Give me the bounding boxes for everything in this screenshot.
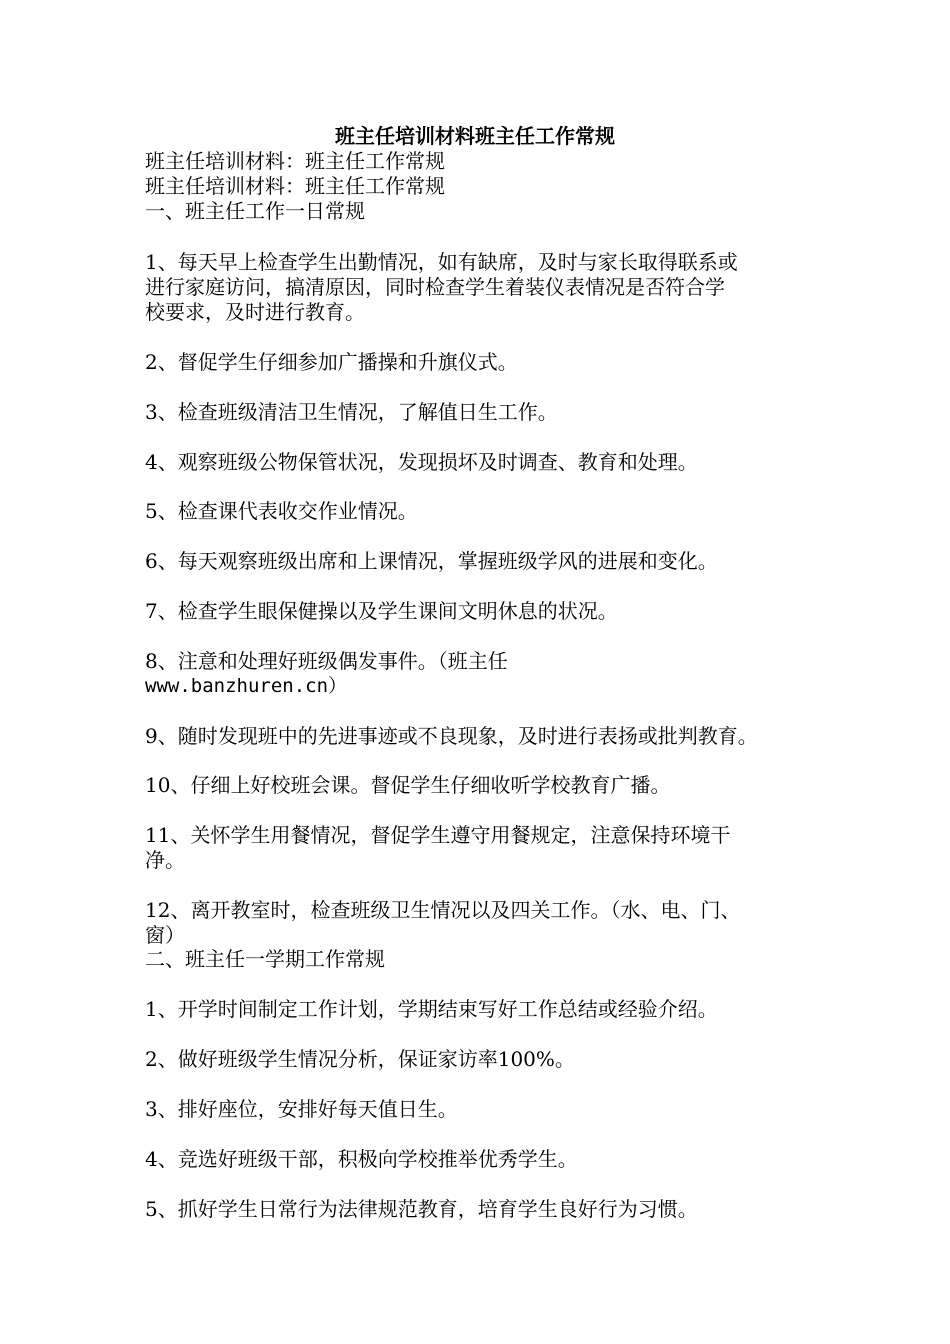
- paragraph-line: 11、关怀学生用餐情况，督促学生遵守用餐规定，注意保持环境干: [145, 823, 731, 847]
- paragraph-line: 4、观察班级公物保管状况，发现损坏及时调查、教育和处理。: [145, 450, 698, 474]
- paragraph-line: 7、检查学生眼保健操以及学生课间文明休息的状况。: [145, 599, 618, 623]
- paragraph-line: 8、注意和处理好班级偶发事件。（班主任: [145, 649, 508, 673]
- url-line: www.banzhuren.cn）: [145, 675, 348, 697]
- paragraph-line: 窗）: [145, 923, 185, 947]
- paragraph-line: 净。: [145, 848, 185, 872]
- section-heading: 二、班主任一学期工作常规: [145, 947, 385, 971]
- paragraph-line: 2、督促学生仔细参加广播操和升旗仪式。: [145, 350, 518, 374]
- paragraph-line: 5、抓好学生日常行为法律规范教育，培育学生良好行为习惯。: [145, 1197, 698, 1221]
- section-heading: 一、班主任工作一日常规: [145, 199, 365, 223]
- paragraph-line: 9、随时发现班中的先进事迹或不良现象，及时进行表扬或批判教育。: [145, 724, 758, 748]
- paragraph-line: 3、排好座位，安排好每天值日生。: [145, 1097, 458, 1121]
- paragraph-line: 10、仔细上好校班会课。督促学生仔细收听学校教育广播。: [145, 773, 671, 797]
- subtitle-line: 班主任培训材料：班主任工作常规: [145, 149, 445, 173]
- paragraph-line: 1、开学时间制定工作计划，学期结束写好工作总结或经验介绍。: [145, 997, 718, 1021]
- paragraph-line: 12、离开教室时，检查班级卫生情况以及四关工作。（水、电、门、: [145, 898, 741, 922]
- paragraph-line: 6、每天观察班级出席和上课情况，掌握班级学风的进展和变化。: [145, 549, 718, 573]
- paragraph-line: 校要求，及时进行教育。: [145, 300, 365, 324]
- subtitle-line: 班主任培训材料：班主任工作常规: [145, 174, 445, 198]
- paragraph-line: 1、每天早上检查学生出勤情况，如有缺席，及时与家长取得联系或: [145, 250, 738, 274]
- paragraph-line: 进行家庭访问，搞清原因，同时检查学生着装仪表情况是否符合学: [145, 275, 725, 299]
- paragraph-line: 2、做好班级学生情况分析，保证家访率100%。: [145, 1047, 575, 1071]
- paragraph-line: 4、竞选好班级干部，积极向学校推举优秀学生。: [145, 1147, 578, 1171]
- paragraph-line: 3、检查班级清洁卫生情况，了解值日生工作。: [145, 400, 558, 424]
- document-title: 班主任培训材料班主任工作常规: [335, 124, 615, 148]
- paragraph-line: 5、检查课代表收交作业情况。: [145, 499, 418, 523]
